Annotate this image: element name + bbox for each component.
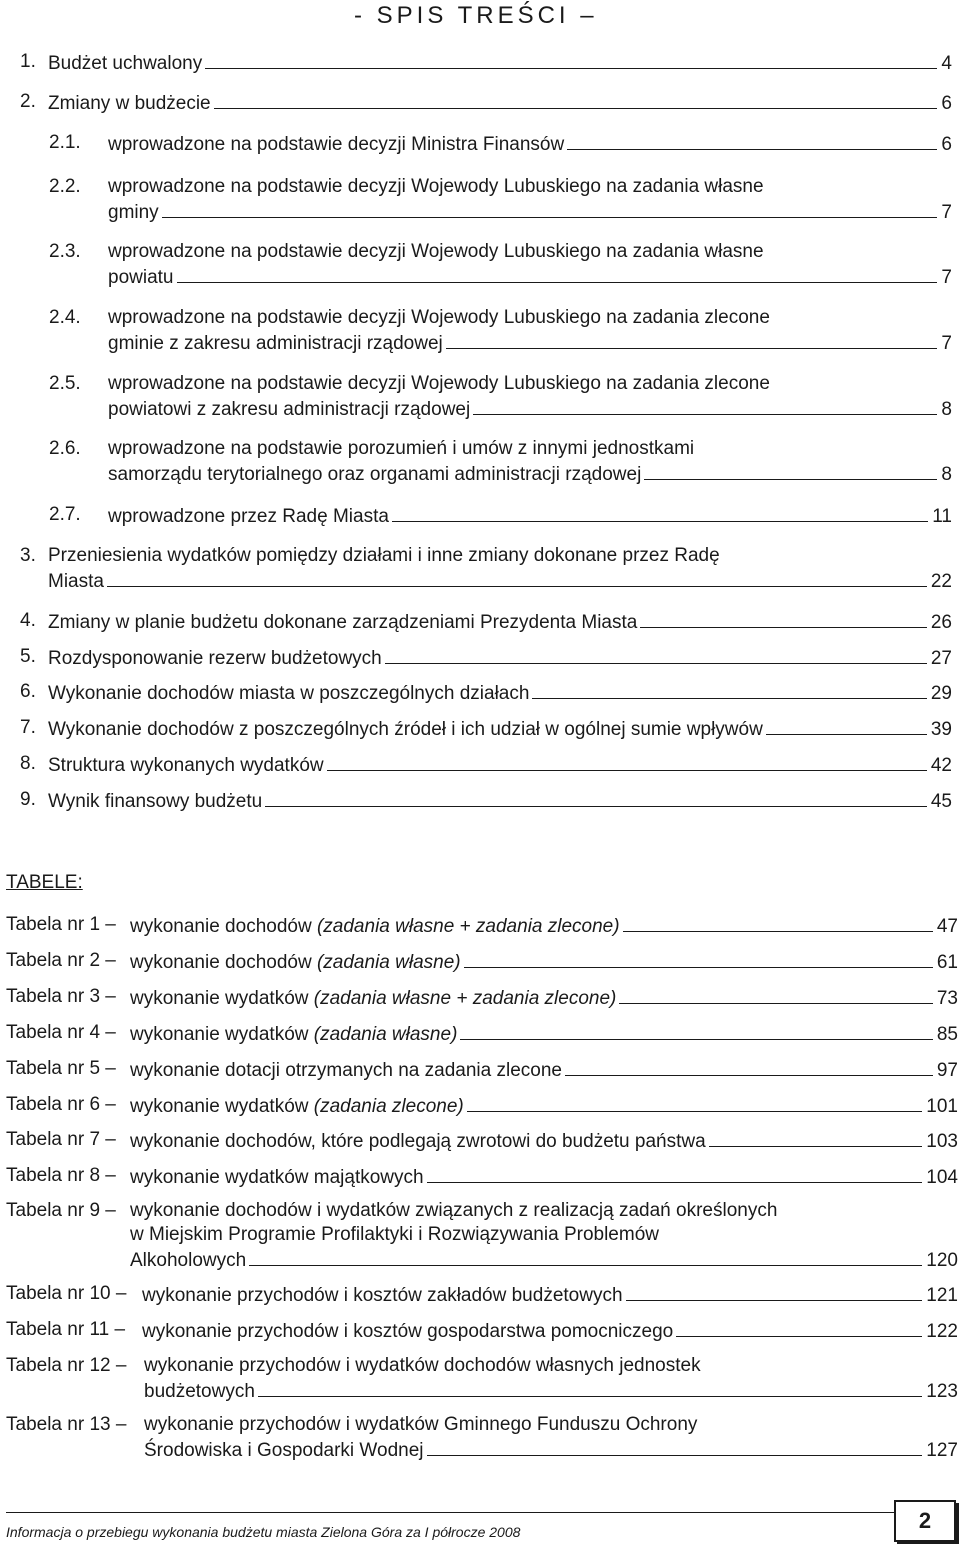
table-entry-text: wykonanie wydatków [130,1024,309,1045]
table-entry-line [130,985,958,1009]
toc-entry-text: wprowadzone na podstawie decyzji Wojewody Lubuskiego na zadania zlecone [108,307,770,328]
toc-entry-text: wprowadzone na podstawie decyzji Wojewody Lubuskiego na zadania własne [108,176,764,197]
leader-line [766,716,927,735]
table-entry-body [130,913,958,937]
toc-entry-body [48,788,952,812]
table-entry-continuation: budżetowych [144,1381,255,1402]
toc-entry-page: 6 [941,134,952,155]
toc-entry-line [108,175,952,199]
toc-entry-page: 26 [930,612,952,633]
toc-entry-text: wprowadzone przez Radę Miasta [108,506,389,527]
table-entry-line [130,1093,958,1117]
leader-line [464,949,933,968]
footer-divider [6,1512,896,1513]
leader-line [385,645,927,664]
leader-line [640,609,927,628]
toc-entry-line [108,372,952,396]
toc-entry-page: 39 [930,719,952,740]
toc-entry-body [108,240,952,288]
leader-line [446,330,938,349]
toc-entry-body [48,716,952,740]
table-entry-page: 85 [936,1024,958,1045]
toc-entry-number: 2.7. [49,504,81,525]
leader-line [392,503,928,522]
table-entry-line [130,1247,958,1271]
leader-line [619,985,932,1004]
table-entry-prefix: Tabela nr 7 – [6,1129,116,1150]
leader-line [565,1057,933,1076]
toc-entry-text: Miasta [48,571,104,592]
table-entry-page: 123 [926,1381,958,1402]
table-entry-line [130,1164,958,1188]
table-entry-line [144,1378,958,1402]
table-entry-prefix: Tabela nr 10 – [6,1283,127,1304]
toc-entry-text: Zmiany w planie budżetu dokonane zarządzeniami Prezydenta Miasta [48,612,638,633]
table-entry-scope: (zadania własne) [313,1024,458,1045]
table-entry-body [142,1318,958,1342]
leader-line [676,1318,922,1337]
table-entry-body [130,1093,958,1117]
table-entry-page: 101 [926,1096,958,1117]
page-title: - SPIS TREŚCI – [354,2,598,29]
table-entry-prefix: Tabela nr 3 – [6,986,116,1007]
table-entry-continuation: Alkoholowych [130,1250,247,1271]
toc-entry-line [48,752,952,776]
toc-entry-line [108,396,952,420]
toc-entry-text: wprowadzone na podstawie decyzji Wojewody Lubuskiego na zadania własne [108,241,764,262]
toc-entry-text: wprowadzone na podstawie decyzji Wojewody Lubuskiego na zadania zlecone [108,373,770,394]
toc-entry-page: 45 [930,791,952,812]
footer-text: Informacja o przebiegu wykonania budżetu miasta Zielona Góra za I półrocze 2008 [6,1524,521,1540]
leader-line [427,1437,923,1456]
toc-entry-line [48,50,952,74]
table-entry-line [144,1413,958,1437]
table-entry-page: 121 [926,1285,958,1306]
leader-line [107,568,927,587]
toc-entry-line [48,90,952,114]
table-entry-prefix: Tabela nr 2 – [6,950,116,971]
toc-entry-line [108,264,952,288]
table-entry-prefix: Tabela nr 5 – [6,1058,116,1079]
table-entry-line [130,1057,958,1081]
toc-entry-text: gminy [108,202,159,223]
toc-entry-text: Wykonanie dochodów z poszczególnych źródeł i ich udział w ogólnej sumie wpływów [48,719,763,740]
toc-entry-line [48,788,952,812]
toc-entry-body [48,50,952,74]
table-entry-line [130,1199,958,1223]
toc-entry-page: 29 [930,683,952,704]
toc-entry-body [108,372,952,420]
table-entry-prefix: Tabela nr 11 – [6,1319,126,1340]
table-entry-prefix: Tabela nr 6 – [6,1094,116,1115]
leader-line [709,1128,923,1147]
toc-entry-number: 9. [20,789,36,810]
toc-entry-text: Struktura wykonanych wydatków [48,755,324,776]
toc-entry-line [48,716,952,740]
toc-entry-body [48,609,952,633]
toc-entry-page: 7 [941,202,952,223]
leader-line [427,1164,923,1183]
toc-entry-number: 4. [20,610,36,631]
table-entry-line [144,1437,958,1461]
toc-entry-line [108,503,952,527]
leader-line [567,131,937,150]
page-number-box: 2 [894,1500,956,1542]
toc-entry-text: Wykonanie dochodów miasta w poszczególnych działach [48,683,530,704]
table-entry-body [130,1199,958,1271]
table-entry-line [130,1021,958,1045]
leader-line [205,50,937,69]
toc-entry-number: 2.6. [49,438,81,459]
toc-entry-text: gminie z zakresu administracji rządowej [108,333,443,354]
toc-entry-page: 27 [930,648,952,669]
table-entry-continuation: w Miejskim Programie Profilaktyki i Rozwiązywania Problemów [130,1224,659,1245]
leader-line [532,680,926,699]
leader-line [265,788,927,807]
toc-entry-line [48,568,952,592]
table-entry-body [130,1164,958,1188]
leader-line [177,264,938,283]
table-entry-page: 104 [926,1167,958,1188]
table-entry-line [144,1354,958,1378]
table-entry-line [130,1223,958,1247]
table-entry-page: 61 [936,952,958,973]
leader-line [162,199,938,218]
table-entry-body [130,949,958,973]
table-entry-scope: (zadania zlecone) [313,1096,464,1117]
table-entry-continuation: Środowiska i Gospodarki Wodnej [144,1440,424,1461]
table-entry-text: wykonanie przychodów i wydatków Gminnego Funduszu Ochrony [144,1414,698,1435]
toc-entry-text: wprowadzone na podstawie decyzji Ministra Finansów [108,134,565,155]
toc-entry-page: 42 [930,755,952,776]
table-entry-line [142,1318,958,1342]
table-entry-text: wykonanie wydatków majątkowych [130,1167,424,1188]
table-entry-prefix: Tabela nr 8 – [6,1165,116,1186]
table-entry-body [144,1413,958,1461]
table-entry-text: wykonanie dochodów i wydatków związanych z realizacją zadań określonych [130,1200,778,1221]
toc-entry-number: 5. [20,646,36,667]
toc-entry-number: 2. [20,91,36,112]
toc-entry-number: 3. [20,545,36,566]
table-entry-line [142,1282,958,1306]
toc-entry-page: 8 [941,399,952,420]
table-entry-body [142,1282,958,1306]
table-entry-text: wykonanie dochodów [130,916,312,937]
toc-entry-number: 2.4. [49,307,81,328]
toc-entry-body [108,503,952,527]
table-entry-page: 103 [926,1131,958,1152]
table-entry-body [130,1057,958,1081]
toc-entry-number: 2.1. [49,132,81,153]
leader-line [327,752,927,771]
toc-entry-number: 2.5. [49,373,81,394]
toc-entry-line [48,680,952,704]
leader-line [467,1093,923,1112]
toc-entry-page: 4 [941,53,952,74]
table-entry-page: 127 [926,1440,958,1461]
table-entry-text: wykonanie przychodów i kosztów zakładów budżetowych [142,1285,623,1306]
toc-entry-line [108,330,952,354]
table-entry-line [130,1128,958,1152]
leader-line [258,1378,922,1397]
table-entry-prefix: Tabela nr 12 – [6,1355,127,1376]
toc-entry-page: 7 [941,333,952,354]
toc-entry-text: powiatu [108,267,174,288]
toc-entry-text: Budżet uchwalony [48,53,203,74]
toc-entry-page: 11 [932,506,952,527]
toc-entry-line [108,131,952,155]
table-entry-body [130,1128,958,1152]
toc-entry-text: samorządu terytorialnego oraz organami administracji rządowej [108,464,642,485]
leader-line [626,1282,923,1301]
table-entry-prefix: Tabela nr 1 – [6,914,116,935]
table-entry-page: 97 [936,1060,958,1081]
table-entry-page: 120 [926,1250,958,1271]
toc-entry-line [48,544,952,568]
tables-heading: TABELE: [6,872,83,893]
toc-entry-page: 22 [930,571,952,592]
leader-line [473,396,937,415]
table-entry-prefix: Tabela nr 13 – [6,1414,127,1435]
table-entry-page: 47 [936,916,958,937]
table-entry-body [130,1021,958,1045]
table-entry-text: wykonanie wydatków [130,1096,309,1117]
toc-entry-body [108,131,952,155]
toc-entry-page: 8 [941,464,952,485]
toc-entry-line [48,645,952,669]
table-entry-body [144,1354,958,1402]
toc-entry-text: Przeniesienia wydatków pomiędzy działami i inne zmiany dokonane przez Radę [48,545,720,566]
table-entry-text: wykonanie wydatków [130,988,309,1009]
toc-entry-line [108,437,952,461]
table-entry-body [130,985,958,1009]
table-entry-text: wykonanie przychodów i kosztów gospodarstwa pomocniczego [142,1321,674,1342]
toc-entry-line [108,199,952,223]
table-entry-text: wykonanie dotacji otrzymanych na zadania zlecone [130,1060,562,1081]
table-entry-prefix: Tabela nr 9 – [6,1200,116,1221]
leader-line [249,1247,922,1266]
table-entry-page: 73 [936,988,958,1009]
table-entry-scope: (zadania własne + zadania zlecone) [313,988,617,1009]
toc-entry-line [108,461,952,485]
toc-entry-number: 6. [20,681,36,702]
toc-entry-body [48,544,952,592]
table-entry-text: wykonanie dochodów, które podlegają zwrotowi do budżetu państwa [130,1131,706,1152]
toc-entry-number: 2.2. [49,176,81,197]
toc-entry-text: Rozdysponowanie rezerw budżetowych [48,648,382,669]
toc-entry-text: Zmiany w budżecie [48,93,211,114]
toc-entry-text: wprowadzone na podstawie porozumień i umów z innymi jednostkami [108,438,695,459]
table-entry-page: 122 [926,1321,958,1342]
toc-entry-body [48,752,952,776]
toc-entry-body [48,645,952,669]
toc-entry-text: Wynik finansowy budżetu [48,791,263,812]
toc-entry-body [48,90,952,114]
table-entry-line [130,913,958,937]
toc-entry-line [108,306,952,330]
toc-entry-body [108,175,952,223]
toc-entry-body [108,306,952,354]
leader-line [623,913,933,932]
toc-entry-body [48,680,952,704]
toc-entry-line [108,240,952,264]
table-entry-text: wykonanie dochodów [130,952,312,973]
leader-line [214,90,938,109]
toc-entry-page: 7 [941,267,952,288]
table-entry-line [130,949,958,973]
toc-entry-body [108,437,952,485]
table-entry-prefix: Tabela nr 4 – [6,1022,116,1043]
leader-line [644,461,937,480]
toc-entry-page: 6 [941,93,952,114]
table-entry-scope: (zadania własne) [316,952,461,973]
table-entry-text: wykonanie przychodów i wydatków dochodów własnych jednostek [144,1355,701,1376]
table-entry-scope: (zadania własne + zadania zlecone) [316,916,620,937]
toc-entry-number: 7. [20,717,36,738]
toc-entry-number: 8. [20,753,36,774]
toc-entry-text: powiatowi z zakresu administracji rządowej [108,399,471,420]
toc-entry-line [48,609,952,633]
toc-entry-number: 1. [20,51,36,72]
toc-entry-number: 2.3. [49,241,81,262]
leader-line [460,1021,932,1040]
